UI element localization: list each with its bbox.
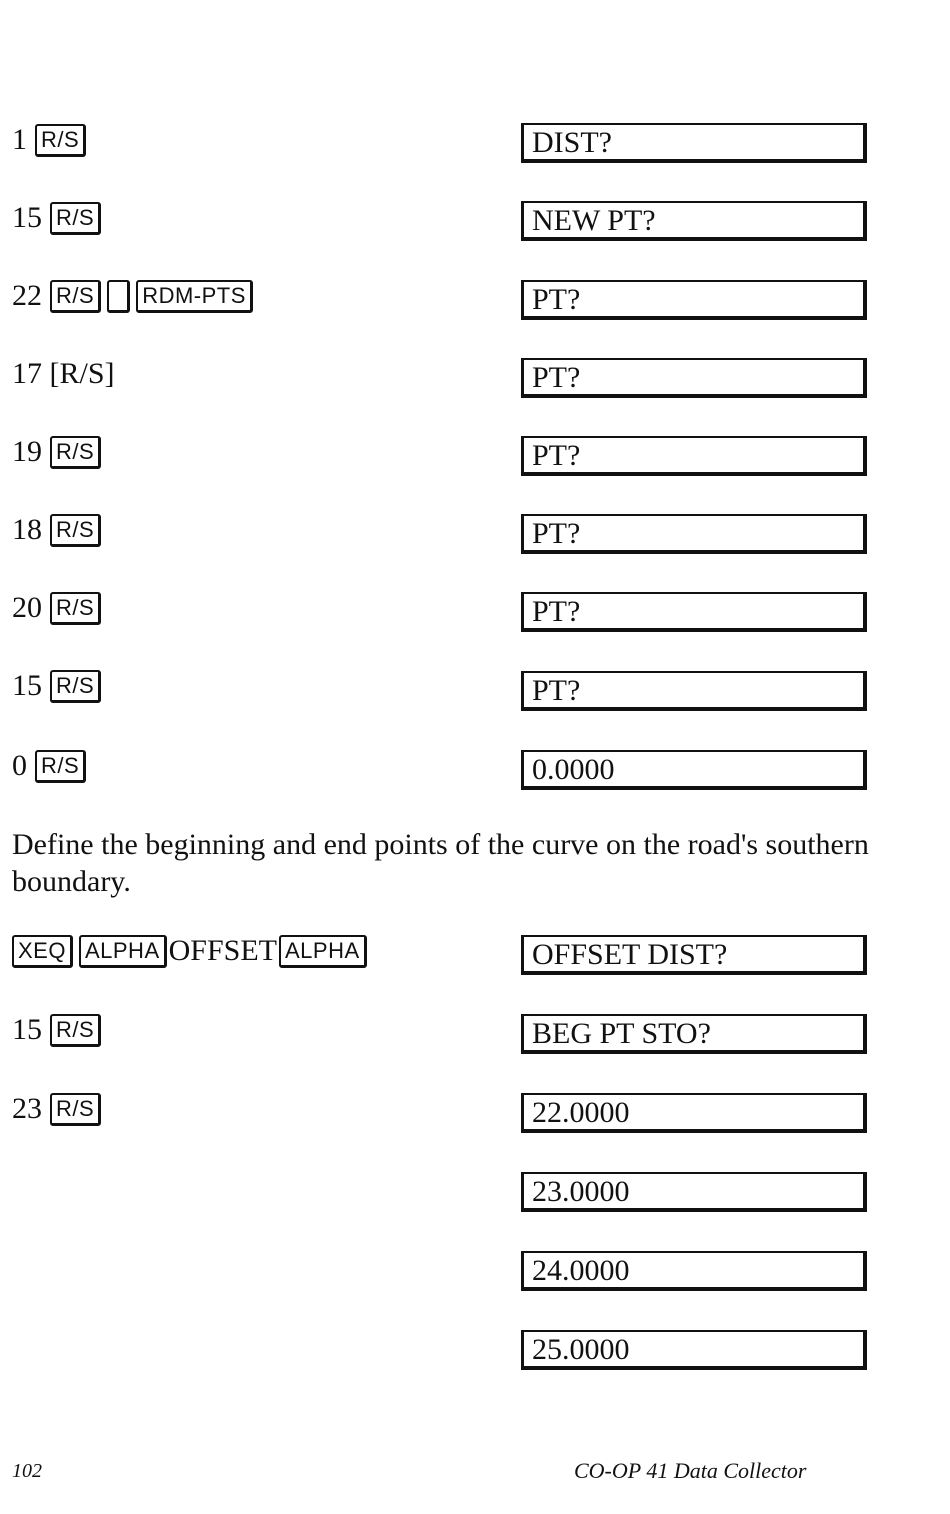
step-number: 17 [R/S] (12, 357, 115, 390)
step-row (12, 1008, 107, 1052)
step-row (12, 430, 107, 474)
rs-key: R/S (50, 436, 101, 469)
rs-key: R/S (35, 750, 86, 783)
rs-key: R/S (50, 514, 101, 547)
step-row (12, 352, 123, 396)
step-number: 15 (12, 1013, 42, 1046)
rs-key: R/S (50, 280, 101, 313)
step-row (12, 196, 107, 240)
step-row (12, 118, 92, 162)
shift-key (107, 280, 130, 313)
program-name: OFFSET (168, 934, 277, 967)
calculator-display: 24.0000 (521, 1251, 867, 1291)
rs-key: R/S (50, 1093, 101, 1126)
rdm-pts-key: RDM-PTS (136, 280, 253, 313)
calculator-display: 23.0000 (521, 1172, 867, 1212)
rs-key: R/S (50, 670, 101, 703)
calculator-display: DIST? (521, 123, 867, 163)
step-number: 20 (12, 591, 42, 624)
page-number: 102 (12, 1460, 42, 1482)
step-number: 15 (12, 669, 42, 702)
step-row (12, 274, 259, 318)
calculator-display: 25.0000 (521, 1330, 867, 1370)
calculator-display: PT? (521, 280, 867, 320)
rs-key: R/S (50, 592, 101, 625)
step-number: 15 (12, 201, 42, 234)
rs-key: R/S (50, 202, 101, 235)
step-number: 19 (12, 435, 42, 468)
calculator-display: OFFSET DIST? (521, 935, 867, 975)
step-row (12, 1087, 107, 1131)
step-row (12, 929, 373, 973)
instruction-paragraph: Define the beginning and end points of the curve on the road's southern boundary. (12, 828, 869, 898)
calculator-display: 22.0000 (521, 1093, 867, 1133)
calculator-display: PT? (521, 514, 867, 554)
step-number: 0 (12, 749, 27, 782)
alpha-key: ALPHA (79, 935, 167, 968)
step-row (12, 586, 107, 630)
rs-key: R/S (35, 124, 86, 157)
alpha-key: ALPHA (279, 935, 367, 968)
calculator-display: PT? (521, 358, 867, 398)
step-number: 23 (12, 1092, 42, 1125)
step-number: 1 (12, 123, 27, 156)
step-row (12, 744, 92, 788)
step-number: 18 (12, 513, 42, 546)
book-title: CO-OP 41 Data Collector (574, 1458, 807, 1483)
calculator-display: PT? (521, 592, 867, 632)
calculator-display: PT? (521, 436, 867, 476)
calculator-display: NEW PT? (521, 201, 867, 241)
rs-key: R/S (50, 1014, 101, 1047)
calculator-display: BEG PT STO? (521, 1014, 867, 1054)
step-row (12, 508, 107, 552)
xeq-key: XEQ (12, 935, 73, 968)
step-number: 22 (12, 279, 42, 312)
calculator-display: 0.0000 (521, 750, 867, 790)
step-row (12, 664, 107, 708)
calculator-display: PT? (521, 671, 867, 711)
